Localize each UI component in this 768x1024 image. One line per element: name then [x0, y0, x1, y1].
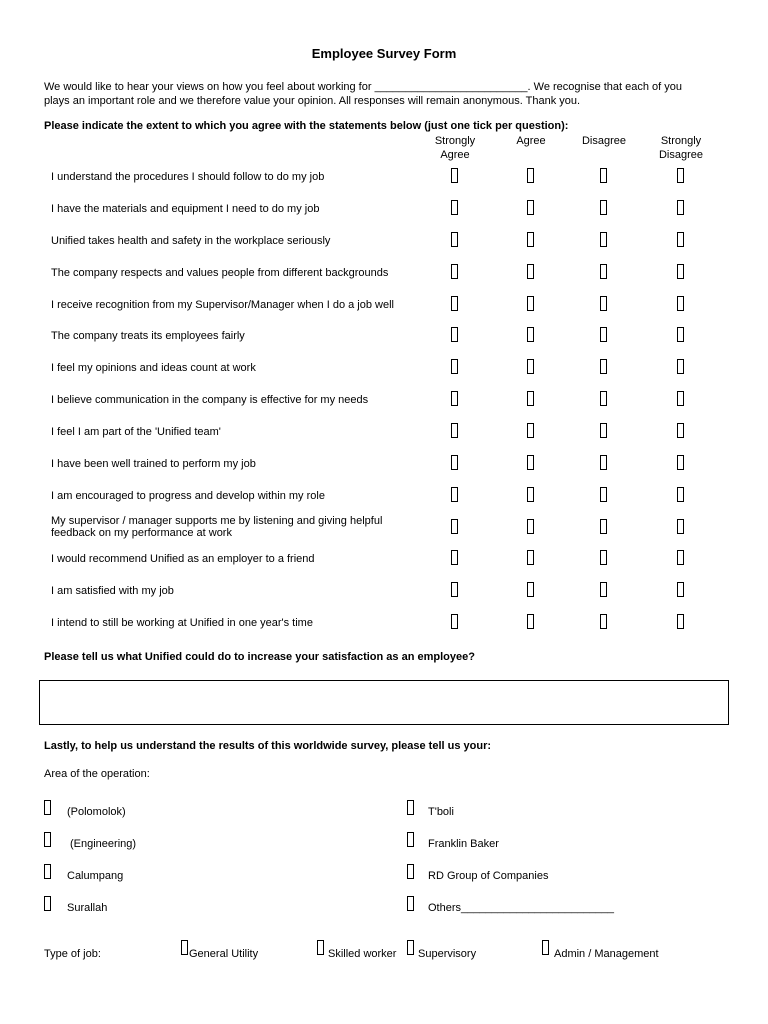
form-title: Employee Survey Form: [311, 46, 457, 61]
column-header-line: Agree: [516, 135, 546, 147]
rating-checkbox[interactable]: [677, 423, 684, 438]
rating-checkbox[interactable]: [451, 582, 458, 597]
rating-checkbox[interactable]: [527, 519, 534, 534]
rating-checkbox[interactable]: [451, 519, 458, 534]
column-header-line: Disagree: [658, 149, 704, 161]
rating-checkbox[interactable]: [600, 200, 607, 215]
option-checkbox[interactable]: [407, 800, 414, 815]
intro-line-1: We would like to hear your views on how you feel about working for _________________________. We recognise that each of you: [44, 81, 683, 93]
statement-text: I believe communication in the company is effective for my needs: [51, 394, 369, 406]
rating-checkbox[interactable]: [677, 296, 684, 311]
rating-checkbox[interactable]: [451, 455, 458, 470]
statement-text: I have been well trained to perform my job: [51, 458, 256, 470]
option-label: Franklin Baker: [428, 838, 499, 850]
statement-text: My supervisor / manager supports me by listening and giving helpful feedback on my performance at work: [51, 515, 383, 539]
rating-checkbox[interactable]: [527, 296, 534, 311]
rating-checkbox[interactable]: [527, 327, 534, 342]
statement-text: Unified takes health and safety in the workplace seriously: [51, 235, 331, 247]
rating-checkbox[interactable]: [527, 200, 534, 215]
column-header: [420, 134, 490, 162]
rating-checkbox[interactable]: [527, 264, 534, 279]
rating-checkbox[interactable]: [600, 519, 607, 534]
statement-text: I feel I am part of the 'Unified team': [51, 426, 221, 438]
statement-text: I am encouraged to progress and develop within my role: [51, 490, 325, 502]
rating-checkbox[interactable]: [451, 327, 458, 342]
rating-checkbox[interactable]: [677, 582, 684, 597]
job-type-checkbox[interactable]: [542, 940, 549, 955]
option-checkbox[interactable]: [44, 896, 51, 911]
rating-checkbox[interactable]: [527, 455, 534, 470]
rating-checkbox[interactable]: [527, 487, 534, 502]
rating-checkbox[interactable]: [527, 168, 534, 183]
statement-text: I understand the procedures I should follow to do my job: [51, 171, 325, 183]
option-label: RD Group of Companies: [428, 870, 549, 882]
column-header-line: Strongly: [660, 135, 702, 147]
column-header: [569, 134, 639, 148]
option-checkbox[interactable]: [44, 864, 51, 879]
statement-text: The company respects and values people from different backgrounds: [51, 267, 389, 279]
intro-text: [44, 80, 744, 108]
rating-checkbox[interactable]: [527, 550, 534, 565]
statement-text: I would recommend Unified as an employer to a friend: [51, 553, 315, 565]
option-checkbox[interactable]: [407, 864, 414, 879]
statement-text: I intend to still be working at Unified in one year's time: [51, 617, 313, 629]
rating-checkbox[interactable]: [527, 582, 534, 597]
rating-checkbox[interactable]: [600, 550, 607, 565]
rating-instruction: Please indicate the extent to which you agree with the statements below (just one tick per question):: [44, 120, 569, 132]
rating-checkbox[interactable]: [451, 296, 458, 311]
statement-text: I am satisfied with my job: [51, 585, 174, 597]
rating-checkbox[interactable]: [451, 168, 458, 183]
statement-text: I have the materials and equipment I need to do my job: [51, 203, 320, 215]
option-checkbox[interactable]: [44, 800, 51, 815]
column-header-line: Disagree: [581, 135, 627, 147]
rating-checkbox[interactable]: [677, 391, 684, 406]
option-label: Others_________________________: [428, 902, 614, 914]
rating-checkbox[interactable]: [677, 519, 684, 534]
rating-checkbox[interactable]: [600, 423, 607, 438]
job-type-label: General Utility: [189, 948, 259, 960]
option-label: Calumpang: [67, 870, 124, 882]
option-label: (Polomolok): [67, 806, 126, 818]
job-type-checkbox[interactable]: [181, 940, 188, 955]
demographics-question: Lastly, to help us understand the results of this worldwide survey, please tell us your:: [44, 740, 492, 752]
rating-checkbox[interactable]: [677, 200, 684, 215]
option-checkbox[interactable]: [407, 896, 414, 911]
job-type-label: Skilled worker: [328, 948, 397, 960]
rating-checkbox[interactable]: [677, 487, 684, 502]
rating-checkbox[interactable]: [677, 550, 684, 565]
option-checkbox[interactable]: [407, 832, 414, 847]
rating-checkbox[interactable]: [677, 168, 684, 183]
rating-checkbox[interactable]: [677, 264, 684, 279]
rating-checkbox[interactable]: [451, 550, 458, 565]
rating-checkbox[interactable]: [600, 359, 607, 374]
job-type-label: Supervisory: [418, 948, 477, 960]
job-type-checkbox[interactable]: [317, 940, 324, 955]
column-header-line: Strongly: [434, 135, 476, 147]
rating-checkbox[interactable]: [600, 327, 607, 342]
rating-checkbox[interactable]: [600, 391, 607, 406]
rating-checkbox[interactable]: [451, 391, 458, 406]
rating-checkbox[interactable]: [600, 232, 607, 247]
intro-line-2: plays an important role and we therefore value your opinion. All responses will remain anonymous. Thank you.: [44, 95, 581, 107]
rating-checkbox[interactable]: [451, 200, 458, 215]
rating-checkbox[interactable]: [527, 359, 534, 374]
rating-checkbox[interactable]: [451, 614, 458, 629]
column-header-line: Agree: [440, 149, 470, 161]
rating-checkbox[interactable]: [677, 359, 684, 374]
rating-checkbox[interactable]: [600, 168, 607, 183]
rating-checkbox[interactable]: [677, 327, 684, 342]
rating-checkbox[interactable]: [527, 614, 534, 629]
open-question-label: Please tell us what Unified could do to increase your satisfaction as an employee?: [44, 651, 475, 663]
column-header: [496, 134, 566, 148]
rating-checkbox[interactable]: [677, 455, 684, 470]
rating-checkbox[interactable]: [451, 264, 458, 279]
rating-checkbox[interactable]: [451, 359, 458, 374]
rating-checkbox[interactable]: [600, 487, 607, 502]
rating-checkbox[interactable]: [600, 264, 607, 279]
rating-checkbox[interactable]: [451, 423, 458, 438]
area-label: Area of the operation:: [44, 768, 150, 780]
rating-checkbox[interactable]: [677, 614, 684, 629]
job-type-label: Admin / Management: [554, 948, 659, 960]
option-checkbox[interactable]: [44, 832, 51, 847]
rating-checkbox[interactable]: [677, 232, 684, 247]
rating-checkbox[interactable]: [451, 232, 458, 247]
option-label: (Engineering): [70, 838, 137, 850]
column-header: [646, 134, 716, 162]
job-type-checkbox[interactable]: [407, 940, 414, 955]
rating-checkbox[interactable]: [527, 232, 534, 247]
statement-text: I receive recognition from my Supervisor/Manager when I do a job well: [51, 299, 394, 311]
statement-text: I feel my opinions and ideas count at work: [51, 362, 256, 374]
rating-checkbox[interactable]: [527, 423, 534, 438]
rating-checkbox[interactable]: [600, 582, 607, 597]
option-label: Surallah: [67, 902, 108, 914]
statement-text: The company treats its employees fairly: [51, 330, 245, 342]
job-type-label: Type of job:: [44, 948, 101, 960]
rating-checkbox[interactable]: [600, 296, 607, 311]
rating-checkbox[interactable]: [451, 487, 458, 502]
rating-checkbox[interactable]: [600, 455, 607, 470]
option-label: T'boli: [428, 806, 454, 818]
satisfaction-answer-box[interactable]: [39, 680, 729, 725]
rating-checkbox[interactable]: [527, 391, 534, 406]
rating-checkbox[interactable]: [600, 614, 607, 629]
